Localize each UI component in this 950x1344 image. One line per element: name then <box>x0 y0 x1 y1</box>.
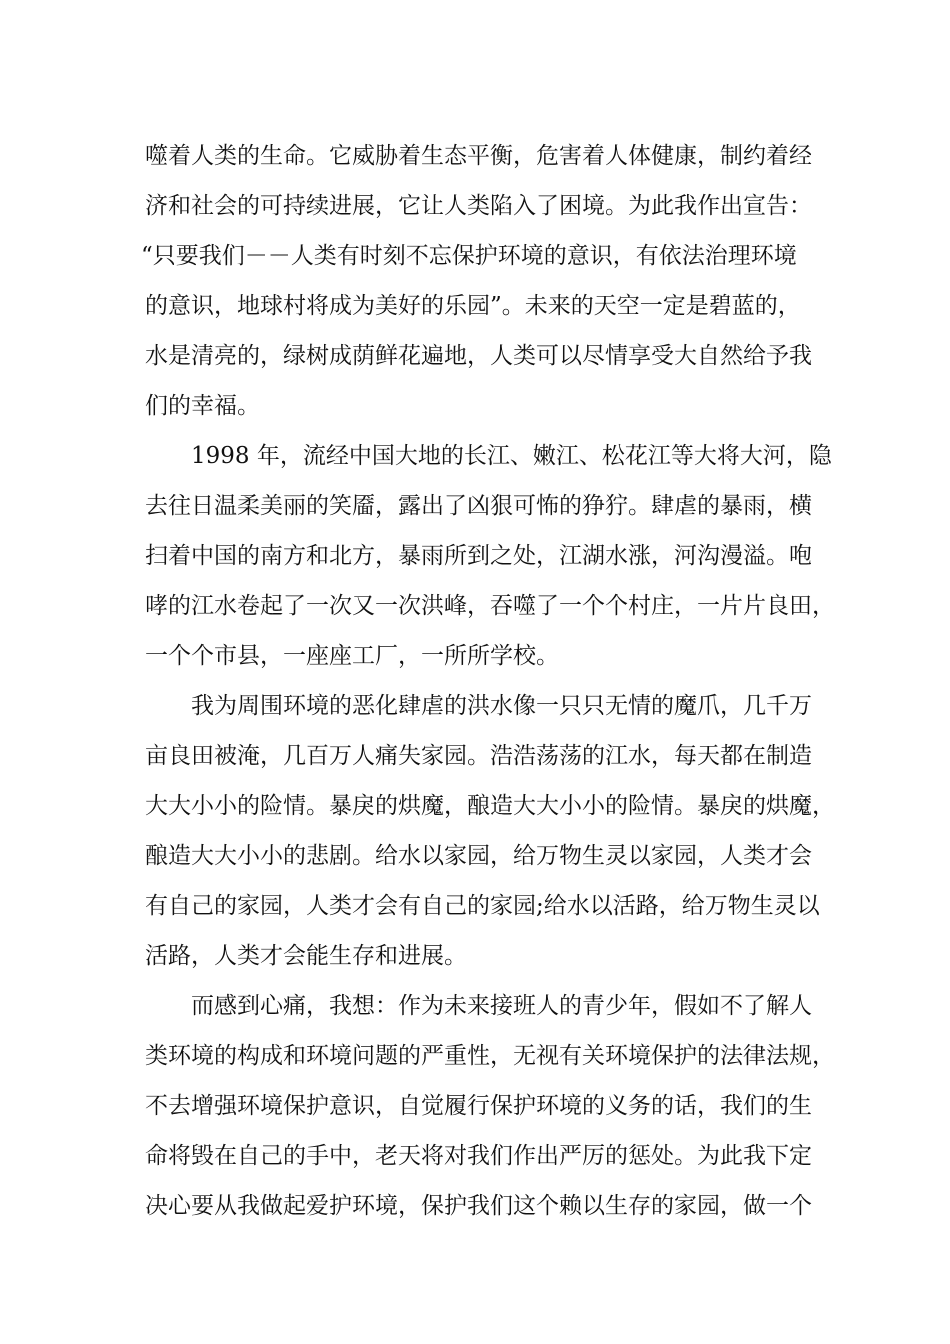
text-line: 水是清亮的，绿树成荫鲜花遍地，人类可以尽情享受大自然给予我 <box>145 343 812 369</box>
text-line: 哮的江水卷起了一次又一次洪峰，吞噬了一个个村庄，一片片良田， <box>145 593 835 619</box>
text-line: 活路，人类才会能生存和进展。 <box>145 943 467 969</box>
text-line: 扫着中国的南方和北方，暴雨所到之处，江湖水涨，河沟漫溢。咆 <box>145 543 812 569</box>
text-line: 酿造大大小小的悲剧。给水以家园，给万物生灵以家园，人类才会 <box>145 843 812 869</box>
text-line: 的意识，地球村将成为美好的乐园”。未来的天空一定是碧蓝的， <box>145 293 801 319</box>
text-line: 亩良田被淹，几百万人痛失家园。浩浩荡荡的江水，每天都在制造 <box>145 743 812 769</box>
paragraph-1 <box>141 131 825 431</box>
paragraph-2 <box>145 431 835 681</box>
text-line: 有自己的家园，人类才会有自己的家园;给水以活路，给万物生灵以 <box>145 893 820 919</box>
document-body <box>141 131 835 1231</box>
paragraph-4 <box>145 981 835 1231</box>
text-line: 一个个市县，一座座工厂，一所所学校。 <box>145 643 559 669</box>
text-line: 命将毁在自己的手中，老天将对我们作出严厉的惩处。为此我下定 <box>145 1143 812 1169</box>
text-line: 去往日温柔美丽的笑靥，露出了凶狠可怖的狰狞。肆虐的暴雨，横 <box>145 493 812 519</box>
text-line: “只要我们－－人类有时刻不忘保护环境的意识，有依法治理环境 <box>141 243 797 269</box>
text-line: 大大小小的险情。暴戾的烘魔，酿造大大小小的险情。暴戾的烘魔， <box>145 793 835 819</box>
text-line: 决心要从我做起爱护环境，保护我们这个赖以生存的家园，做一个 <box>145 1193 812 1219</box>
text-line: 们的幸福。 <box>145 393 260 419</box>
text-line: 而感到心痛，我想：作为未来接班人的青少年，假如不了解人 <box>191 993 812 1019</box>
paragraph-3 <box>145 681 835 981</box>
text-line: 济和社会的可持续进展，它让人类陷入了困境。为此我作出宣告： <box>145 193 812 219</box>
text-line: 噬着人类的生命。它威胁着生态平衡，危害着人体健康，制约着经 <box>145 143 812 169</box>
text-line: 我为周围环境的恶化肆虐的洪水像一只只无情的魔爪，几千万 <box>191 693 812 719</box>
text-line: 1998 年，流经中国大地的长江、嫩江、松花江等大将大河，隐 <box>191 443 832 469</box>
text-line: 不去增强环境保护意识，自觉履行保护环境的义务的话，我们的生 <box>145 1093 812 1119</box>
text-line: 类环境的构成和环境问题的严重性，无视有关环境保护的法律法规， <box>145 1043 835 1069</box>
